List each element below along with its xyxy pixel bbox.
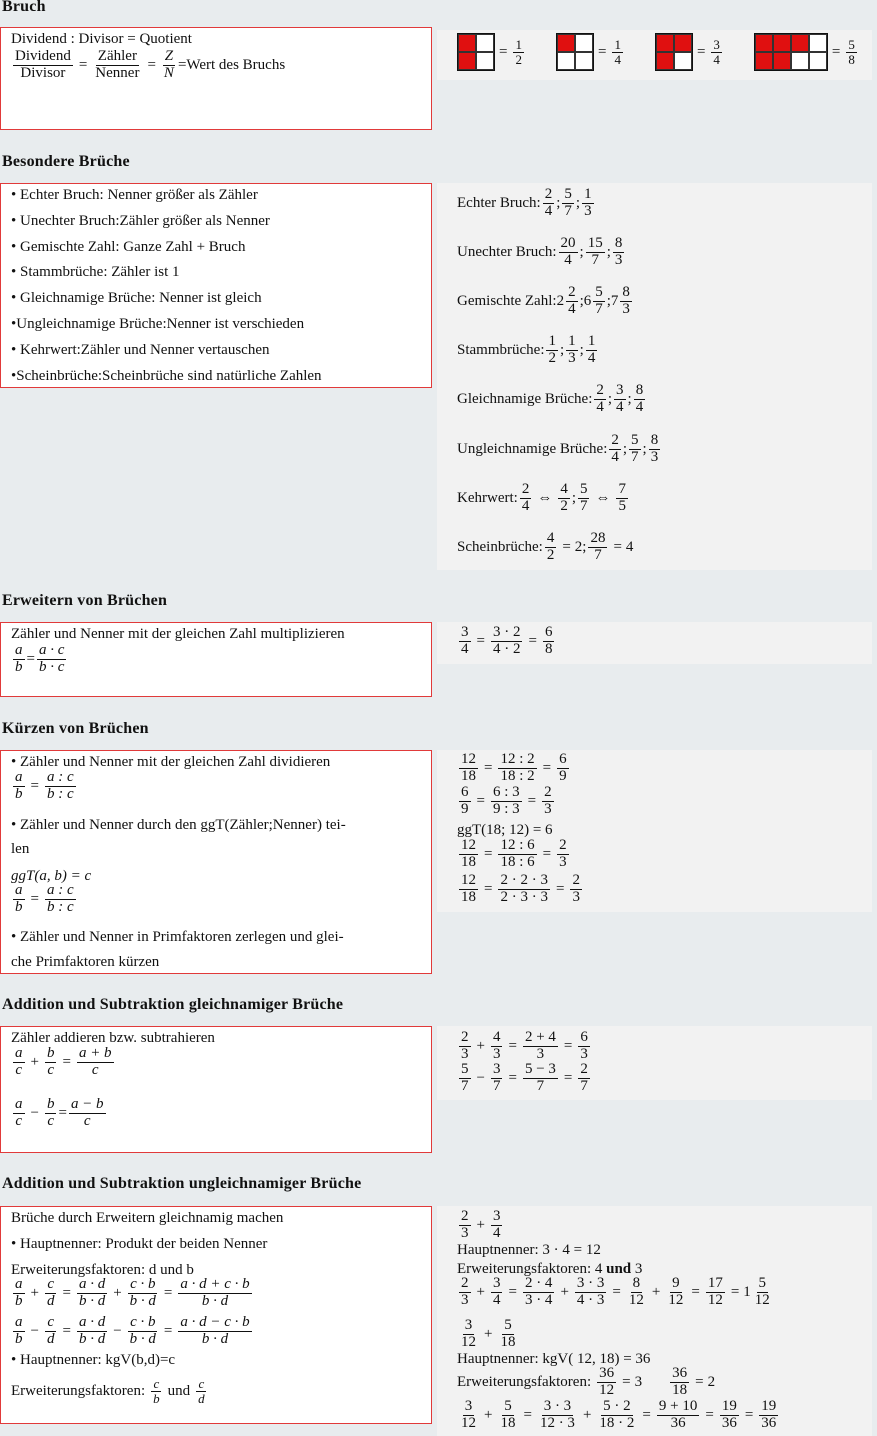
text-line: • Zähler und Nenner durch den ggT(Zähler;Nenner) tei- (11, 817, 346, 833)
formula: Dividend Divisor = Zähler Nenner = $\frac{Z}{N}$ =Wert des Bruchs (15, 48, 286, 81)
text-line: len (11, 841, 30, 857)
fraction-picture: = $\frac{1}{4}$ (556, 33, 625, 71)
text-line: Erweiterungsfaktoren: d und b (11, 1262, 194, 1278)
hauptnenner-2: Hauptnenner: kgV( 12, 18) = 36 (457, 1351, 651, 1367)
ungleichnamig-box: Brüche durch Erweitern gleichnamig machen • Hauptnenner: Produkt der beiden Nenner Erweiterungsfaktoren: d und b a b + $\frac{c}{d}$ = $\frac{a \cdot d}{b \cdot d}$ + $\frac{c \cdot b}{b \cdot d}$ = $\frac{a \cdot d + c \cdot b}{b \cdot d}$ a b − $\frac{c}{d}$ = $\frac{a \cdot d}{b \cdot d}$ − $\frac{c \cdot b}{b \cdot d}$ = $\frac{a \cdot d - c \cdot b}{b \cdot d}$ • Hauptnenner: kgV(b,d)=c Erweiterungsfaktoren: c b und c d (0, 1206, 432, 1424)
grid-cell (575, 52, 593, 70)
grid-cell (674, 52, 692, 70)
fraction-picture: = $\frac{3}{4}$ (655, 33, 724, 71)
list-item: • Stammbrüche: Zähler ist 1 (11, 264, 180, 281)
grid-cell (557, 52, 575, 70)
ungleichnamig-examples: 2 3 + $\frac{3}{4}$ Hauptnenner: 3 · 4 = 12 Erweiterungsfaktoren: 4 und 3 2 3 + $\frac{3}{4}$ = $\frac{2 \cdot 4}{3 \cdot 4}$ + $\frac{3 \cdot 3}{4 \cdot 3}$ = $\frac{8}{12}$ + $\frac{9}{12}$ = $\frac{17}{12}$ = 1 $\frac{5}{12}$ 3 12 + $\frac{5}{18}$ Hauptnenner: kgV( 12, 18) = 36 Erweiterungsfaktoren: $\frac{36}{12}$ = 3 $\frac{36}{18}$ = 2 3 12 + $\frac{5}{18}$ = $\frac{3 \cdot 3}{12 \cdot 3}$ + $\frac{5 \cdot 2}{18 \cdot 2}$ = $\frac{9 + 10}{36}$ = $\frac{19}{36}$ = $\frac{19}{36}$ (437, 1206, 872, 1436)
text-line: • Hauptnenner: Produkt der beiden Nenner (11, 1236, 268, 1252)
example-echt: Echter Bruch: 2 4 ; 5 7 ; 1 3 (457, 186, 592, 219)
list-item: •Scheinbrüche:Scheinbrüche sind natürliche Zahlen (11, 367, 322, 384)
text-line: • Zähler und Nenner in Primfaktoren zerlegen und glei- (11, 929, 344, 945)
list-item: •Ungleichnamige Brüche:Nenner ist verschieden (11, 316, 305, 332)
formula: $\frac{a}{b}$ = $\frac{a : c}{b : c}$ (15, 882, 74, 915)
formula-ggt: ggT(a, b) = c (11, 868, 92, 884)
kuerzen-examples: $\frac{12}{18}$ = $\frac{12 : 2}{18 : 2}$ = $\frac{6}{9}$ $\frac{6}{9}$ = $\frac{6 : 3}{9 : 3}$ = $\frac{2}{3}$ ggT(18; 12) = 6 $\frac{12}{18}$ = $\frac{12 : 6}{18 : 6}$ = $\frac{2}{3}$ $\frac{12}{18}$ = $\frac{2 \cdot 2 \cdot 3}{2 \cdot 3 \cdot 3}$ = $\frac{2}{3}$ (437, 750, 872, 912)
grid-cell (809, 52, 827, 70)
section-title-ungleichnamig: Addition und Subtraktion ungleichnamiger Brüche (2, 1175, 362, 1192)
grid-cell (476, 34, 494, 52)
example-stamm: Stammbrüche: 1 2 ; 1 3 ; 1 4 (457, 333, 596, 366)
example-schein: Scheinbrüche: $\frac{4}{2}$ = 2; $\frac{28}{7}$ = 4 (457, 530, 634, 563)
text-line: Zähler und Nenner mit der gleichen Zahl multiplizieren (11, 626, 345, 642)
text-line: Brüche durch Erweitern gleichnamig machen (11, 1210, 284, 1226)
text-line: • Hauptnenner: kgV(b,d)=c (11, 1352, 176, 1368)
text-line: Dividend : Divisor = Quotient (11, 31, 192, 47)
section-title-gleichnamig: Addition und Subtraktion gleichnamiger Brüche (2, 996, 344, 1013)
list-item: • Gemischte Zahl: Ganze Zahl + Bruch (11, 238, 246, 255)
gleichnamig-examples: 2 3 + $\frac{4}{3}$ = $\frac{2 + 4}{3}$ = $\frac{6}{3}$ 5 7 − $\frac{3}{7}$ = $\frac{5 - 3}{7}$ = $\frac{2}{7}$ (437, 1026, 872, 1100)
text-line: • Zähler und Nenner mit der gleichen Zahl dividieren (11, 754, 331, 770)
list-item: • Gleichnamige Brüche: Nenner ist gleich (11, 290, 262, 307)
example-gleich: Gleichnamige Brüche: 2 4 ; 3 4 ; 8 4 (457, 382, 644, 415)
fraction-picture: = $\frac{5}{8}$ (754, 33, 859, 71)
grid-cell (773, 52, 791, 70)
bruch-definition-box (0, 27, 432, 130)
fraction-picture: = $\frac{1}{2}$ (457, 33, 526, 71)
erweitern-example: $\frac{3}{4}$ = $\frac{3 \cdot 2}{4 \cdot 2}$ = $\frac{6}{8}$ (437, 622, 872, 664)
grid-cell (557, 34, 575, 52)
grid-cell (791, 52, 809, 70)
list-item: • Kehrwert:Zähler und Nenner vertauschen (11, 341, 270, 358)
grid-cell (476, 52, 494, 70)
grid-cell (791, 34, 809, 52)
example-ungleich: Ungleichnamige Brüche: 2 4 ; 5 7 ; 8 3 (457, 432, 659, 465)
ggt-line: ggT(18; 12) = 6 (457, 822, 553, 838)
bruch-pictures (437, 30, 872, 80)
hauptnenner-1: Hauptnenner: 3 · 4 = 12 (457, 1242, 601, 1258)
section-title-besondere: Besondere Brüche (2, 153, 130, 170)
list-item: • Unechter Bruch:Zähler größer als Nenner (11, 212, 270, 229)
text-line: che Primfaktoren kürzen (11, 954, 160, 970)
grid-cell (656, 34, 674, 52)
grid-cell (458, 52, 476, 70)
kuerzen-box (0, 750, 432, 974)
grid-cell (809, 34, 827, 52)
section-title-erweitern: Erweitern von Brüchen (2, 592, 168, 609)
grid-cell (755, 34, 773, 52)
example-gemischt: Gemischte Zahl: 2 2 4 ;6 5 7 ;7 8 3 (457, 284, 630, 317)
example-kehr: Kehrwert: 2 4 ⇔ 4 2 ; 5 7 ⇔ 7 5 (457, 481, 626, 514)
grid-cell (656, 52, 674, 70)
gleichnamig-box: Zähler addieren bzw. subtrahieren a c + $\frac{b}{c}$ = $\frac{a + b}{c}$ a c − $\frac{b}{c}$ = a − b c (0, 1026, 432, 1153)
grid-cell (773, 34, 791, 52)
text-line: Zähler addieren bzw. subtrahieren (11, 1030, 215, 1046)
besondere-examples (437, 183, 872, 570)
formula: a b = a · c b · c (15, 642, 65, 675)
besondere-list-box (0, 183, 432, 388)
faktoren-1: Erweiterungsfaktoren: 4 und 3 (457, 1261, 643, 1277)
section-title-kuerzen: Kürzen von Brüchen (2, 720, 149, 737)
list-item: • Echter Bruch: Nenner größer als Zähler (11, 187, 258, 203)
example-unecht: Unechter Bruch: 20 4 ; 15 7 ; 8 3 (457, 235, 623, 268)
section-title-bruch: Bruch (2, 0, 46, 15)
grid-cell (674, 34, 692, 52)
grid-cell (575, 34, 593, 52)
erweitern-box (0, 622, 432, 697)
grid-cell (755, 52, 773, 70)
formula: $\frac{a}{b}$ = $\frac{a : c}{b : c}$ (15, 769, 74, 802)
grid-cell (458, 34, 476, 52)
